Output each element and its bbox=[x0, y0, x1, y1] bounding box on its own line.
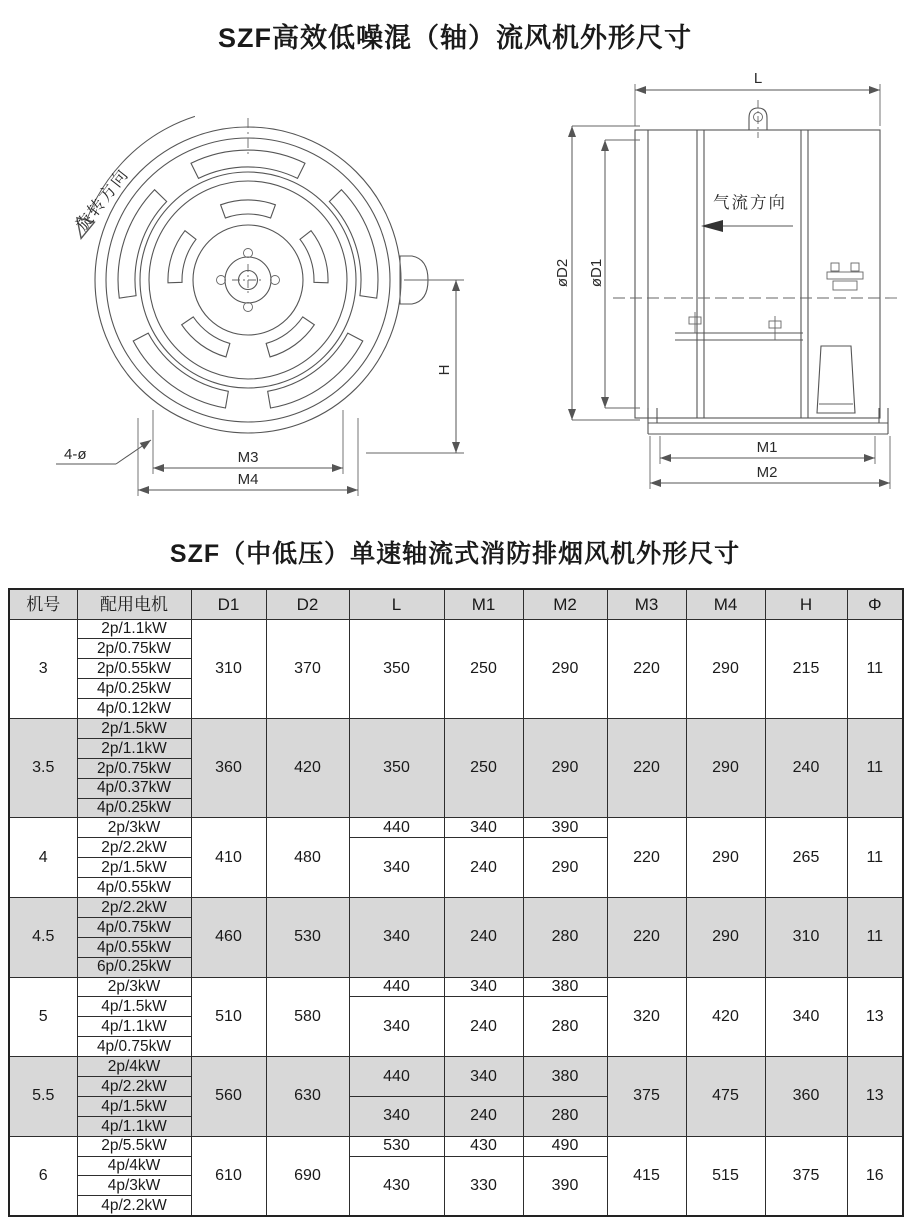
rotation-direction-label: 旋转方向 bbox=[72, 165, 133, 235]
dim-d1-label: øD1 bbox=[588, 258, 605, 288]
cell-m1: 430 bbox=[444, 1136, 523, 1156]
header-m1: M1 bbox=[444, 589, 523, 619]
cell-motor: 2p/0.75kW bbox=[77, 758, 191, 778]
cell-m1: 340 bbox=[444, 977, 523, 997]
cell-l: 350 bbox=[349, 718, 444, 817]
cell-phi: 11 bbox=[847, 619, 903, 718]
cell-motor: 2p/1.5kW bbox=[77, 718, 191, 738]
cell-motor: 2p/0.75kW bbox=[77, 639, 191, 659]
cell-motor: 4p/0.12kW bbox=[77, 699, 191, 719]
cell-d2: 420 bbox=[266, 718, 349, 817]
cell-phi: 13 bbox=[847, 1057, 903, 1137]
header-m3: M3 bbox=[607, 589, 686, 619]
cell-m2: 290 bbox=[523, 619, 607, 718]
cell-d2: 580 bbox=[266, 977, 349, 1057]
cell-motor: 4p/0.25kW bbox=[77, 798, 191, 818]
cell-h: 375 bbox=[765, 1136, 847, 1216]
cell-motor: 2p/2.2kW bbox=[77, 838, 191, 858]
fan-dimensions-table bbox=[8, 588, 904, 1217]
cell-d2: 630 bbox=[266, 1057, 349, 1137]
header-model: 机号 bbox=[9, 589, 77, 619]
cell-m1: 240 bbox=[444, 897, 523, 977]
flange-holes-label: 4-ø bbox=[64, 446, 87, 463]
cell-m3: 220 bbox=[607, 897, 686, 977]
cell-h: 360 bbox=[765, 1057, 847, 1137]
cell-motor: 6p/0.25kW bbox=[77, 957, 191, 977]
centerline-marks bbox=[232, 118, 264, 296]
table-row bbox=[9, 619, 903, 639]
airflow-direction-arrow bbox=[701, 220, 793, 232]
cell-l: 340 bbox=[349, 897, 444, 977]
lifting-lug bbox=[749, 100, 767, 138]
cell-l: 530 bbox=[349, 1136, 444, 1156]
support-bracket bbox=[827, 263, 863, 290]
cell-d1: 510 bbox=[191, 977, 266, 1057]
header-d2: D2 bbox=[266, 589, 349, 619]
header-d1: D1 bbox=[191, 589, 266, 619]
cell-h: 340 bbox=[765, 977, 847, 1057]
base-plate bbox=[648, 408, 888, 434]
motor-mount bbox=[675, 312, 803, 340]
cell-motor: 4p/1.1kW bbox=[77, 1017, 191, 1037]
cell-model: 5 bbox=[9, 977, 77, 1057]
cell-motor: 2p/0.55kW bbox=[77, 659, 191, 679]
fan-front-view-drawing bbox=[28, 68, 518, 518]
cell-motor: 4p/1.5kW bbox=[77, 997, 191, 1017]
cell-h: 265 bbox=[765, 818, 847, 898]
table-row bbox=[9, 977, 903, 997]
dim-l-label: L bbox=[753, 70, 763, 87]
cell-m4: 290 bbox=[686, 897, 765, 977]
cell-m1: 240 bbox=[444, 838, 523, 898]
table-row bbox=[9, 897, 903, 917]
cell-motor: 4p/1.1kW bbox=[77, 1116, 191, 1136]
cell-m4: 290 bbox=[686, 619, 765, 718]
header-m2: M2 bbox=[523, 589, 607, 619]
cell-motor: 4p/3kW bbox=[77, 1176, 191, 1196]
cell-m4: 420 bbox=[686, 977, 765, 1057]
cell-d2: 690 bbox=[266, 1136, 349, 1216]
cell-m1: 250 bbox=[444, 619, 523, 718]
dim-m2-label: M2 bbox=[756, 464, 778, 481]
table-row bbox=[9, 1136, 903, 1156]
casing-body bbox=[635, 130, 880, 418]
cell-motor: 4p/1.5kW bbox=[77, 1096, 191, 1116]
cell-m1: 240 bbox=[444, 997, 523, 1057]
cell-d1: 410 bbox=[191, 818, 266, 898]
table-row bbox=[9, 718, 903, 738]
cell-m4: 475 bbox=[686, 1057, 765, 1137]
pedestal bbox=[817, 346, 855, 413]
cell-d1: 310 bbox=[191, 619, 266, 718]
cell-phi: 11 bbox=[847, 897, 903, 977]
cell-d2: 480 bbox=[266, 818, 349, 898]
header-l: L bbox=[349, 589, 444, 619]
page-title-mixed-flow: SZF高效低噪混（轴）流风机外形尺寸 bbox=[218, 23, 692, 53]
cell-m1: 240 bbox=[444, 1096, 523, 1136]
cell-phi: 13 bbox=[847, 977, 903, 1057]
cell-motor: 4p/0.37kW bbox=[77, 778, 191, 798]
cell-motor: 4p/2.2kW bbox=[77, 1196, 191, 1216]
cell-m2: 380 bbox=[523, 977, 607, 997]
cell-m3: 375 bbox=[607, 1057, 686, 1137]
cell-m3: 220 bbox=[607, 718, 686, 817]
cell-model: 4 bbox=[9, 818, 77, 898]
cell-l: 440 bbox=[349, 977, 444, 997]
cell-model: 6 bbox=[9, 1136, 77, 1216]
header-motor: 配用电机 bbox=[77, 589, 191, 619]
cell-m4: 290 bbox=[686, 818, 765, 898]
dim-d2-lines bbox=[572, 126, 640, 420]
cell-m2: 280 bbox=[523, 897, 607, 977]
cell-m3: 415 bbox=[607, 1136, 686, 1216]
header-h: H bbox=[765, 589, 847, 619]
dim-m1-label: M1 bbox=[756, 439, 778, 456]
cell-m3: 320 bbox=[607, 977, 686, 1057]
page-title-smoke-exhaust: SZF（中低压）单速轴流式消防排烟风机外形尺寸 bbox=[169, 540, 741, 568]
cell-l: 350 bbox=[349, 619, 444, 718]
cell-motor: 4p/0.25kW bbox=[77, 679, 191, 699]
header-m4: M4 bbox=[686, 589, 765, 619]
cell-m1: 340 bbox=[444, 1057, 523, 1097]
cell-m2: 280 bbox=[523, 1096, 607, 1136]
cell-phi: 11 bbox=[847, 718, 903, 817]
cell-model: 3.5 bbox=[9, 718, 77, 817]
cell-model: 5.5 bbox=[9, 1057, 77, 1137]
cell-motor: 4p/0.75kW bbox=[77, 917, 191, 937]
cell-motor: 2p/4kW bbox=[77, 1057, 191, 1077]
cell-motor: 4p/0.55kW bbox=[77, 937, 191, 957]
cell-m2: 490 bbox=[523, 1136, 607, 1156]
spec-table-body bbox=[9, 619, 903, 1216]
table-row bbox=[9, 818, 903, 838]
cell-l: 440 bbox=[349, 818, 444, 838]
cell-l: 340 bbox=[349, 838, 444, 898]
cell-m2: 290 bbox=[523, 838, 607, 898]
cell-d1: 560 bbox=[191, 1057, 266, 1137]
cell-d1: 360 bbox=[191, 718, 266, 817]
cell-motor: 2p/1.1kW bbox=[77, 619, 191, 639]
cell-m1: 250 bbox=[444, 718, 523, 817]
cell-m3: 220 bbox=[607, 619, 686, 718]
cell-m2: 380 bbox=[523, 1057, 607, 1097]
table-row bbox=[9, 1057, 903, 1077]
cell-l: 340 bbox=[349, 1096, 444, 1136]
cell-model: 3 bbox=[9, 619, 77, 718]
cell-m2: 290 bbox=[523, 718, 607, 817]
cell-m1: 330 bbox=[444, 1156, 523, 1216]
cell-motor: 2p/2.2kW bbox=[77, 897, 191, 917]
cell-m3: 220 bbox=[607, 818, 686, 898]
cell-m4: 290 bbox=[686, 718, 765, 817]
cell-motor: 2p/1.1kW bbox=[77, 738, 191, 758]
dim-m4-label: M4 bbox=[237, 471, 259, 488]
cell-motor: 4p/4kW bbox=[77, 1156, 191, 1176]
cell-l: 440 bbox=[349, 1057, 444, 1097]
cell-phi: 16 bbox=[847, 1136, 903, 1216]
dim-h-label: H bbox=[436, 364, 453, 376]
cell-m2: 390 bbox=[523, 818, 607, 838]
airflow-direction-label: 气流方向 bbox=[713, 194, 787, 212]
cell-d2: 530 bbox=[266, 897, 349, 977]
cell-motor: 2p/1.5kW bbox=[77, 858, 191, 878]
cell-h: 240 bbox=[765, 718, 847, 817]
header-phi: Φ bbox=[847, 589, 903, 619]
cell-d1: 610 bbox=[191, 1136, 266, 1216]
dim-m3-label: M3 bbox=[237, 449, 259, 466]
cell-m4: 515 bbox=[686, 1136, 765, 1216]
cell-l: 430 bbox=[349, 1156, 444, 1216]
fan-side-view-drawing bbox=[545, 68, 905, 518]
table-header-row bbox=[9, 589, 903, 619]
dim-d2-label: øD2 bbox=[554, 258, 571, 288]
cell-l: 340 bbox=[349, 997, 444, 1057]
cell-motor: 4p/2.2kW bbox=[77, 1076, 191, 1096]
cell-m2: 280 bbox=[523, 997, 607, 1057]
cell-h: 310 bbox=[765, 897, 847, 977]
cell-motor: 4p/0.75kW bbox=[77, 1037, 191, 1057]
cell-h: 215 bbox=[765, 619, 847, 718]
cell-m1: 340 bbox=[444, 818, 523, 838]
cell-d1: 460 bbox=[191, 897, 266, 977]
cell-m2: 390 bbox=[523, 1156, 607, 1216]
cell-motor: 4p/0.55kW bbox=[77, 878, 191, 898]
cell-d2: 370 bbox=[266, 619, 349, 718]
cell-motor: 2p/3kW bbox=[77, 977, 191, 997]
cell-motor: 2p/5.5kW bbox=[77, 1136, 191, 1156]
cell-motor: 2p/3kW bbox=[77, 818, 191, 838]
dim-l-lines bbox=[635, 84, 880, 126]
cell-model: 4.5 bbox=[9, 897, 77, 977]
cell-phi: 11 bbox=[847, 818, 903, 898]
